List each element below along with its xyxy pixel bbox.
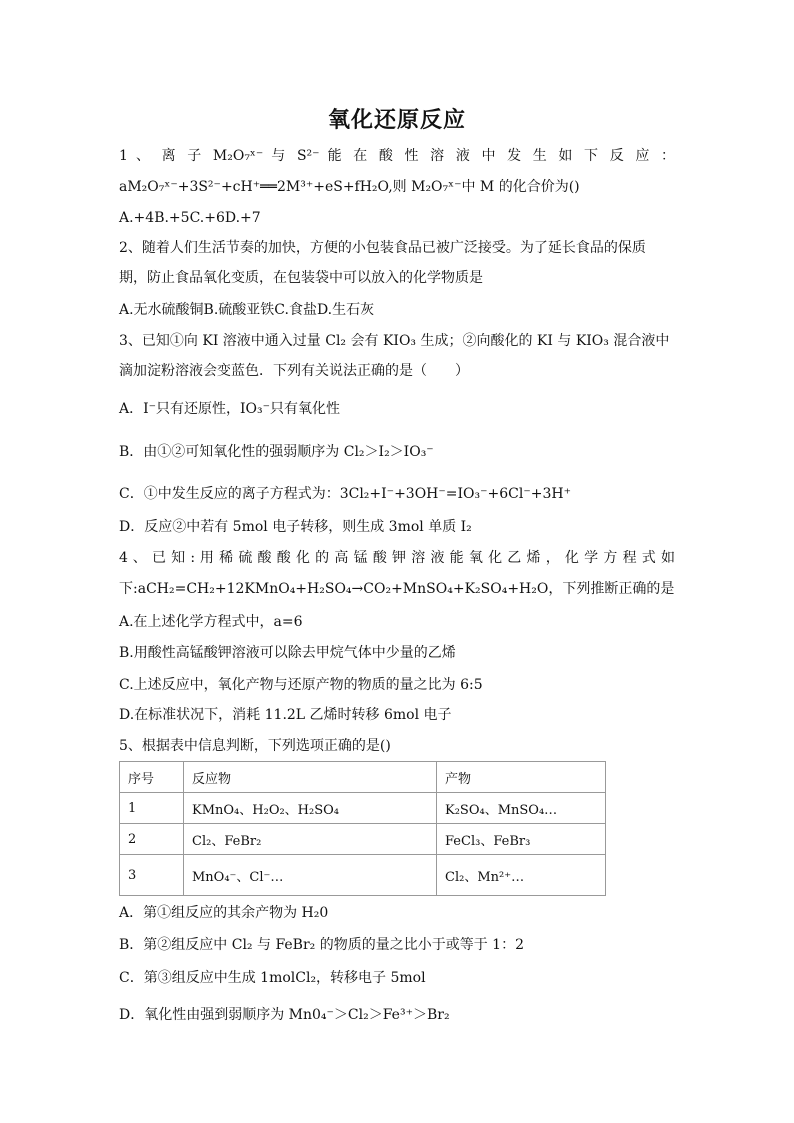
table-header-cell: 序号 <box>120 762 184 793</box>
q1-options: A.+4B.+5C.+6D.+7 <box>119 210 261 226</box>
table-row <box>120 824 606 855</box>
table-cell: K₂SO₄、MnSO₄… <box>437 793 606 824</box>
table-cell: FeCl₃、FeBr₃ <box>437 824 606 855</box>
table-cell: Cl₂、FeBr₂ <box>184 824 437 855</box>
q2-options: A.无水硫酸铜B.硫酸亚铁C.食盐D.生石灰 <box>119 302 375 318</box>
q3-stem-line2: 滴加淀粉溶液会变蓝色．下列有关说法正确的是（ ） <box>119 363 469 379</box>
q2-stem-line1: 2、随着人们生活节奏的加快，方便的小包装食品已被广泛接受。为了延长食品的保质 <box>119 240 646 256</box>
q4-stem-line1: 4 、 已 知 : 用 稀 硫 酸 酸 化 的 高 锰 酸 钾 溶 液 能 氧 化 乙 烯 ， 化 学 方 程 式 如 <box>119 550 675 566</box>
q1-stem-line1: 1 、 离 子 M₂O₇ˣ⁻ 与 S²⁻ 能 在 酸 性 溶 液 中 发 生 如 下 反 应 ： <box>119 148 675 164</box>
q4-option-d: D.在标准状况下，消耗 11.2L 乙烯时转移 6mol 电子 <box>119 707 452 723</box>
q5-option-b: B．第②组反应中 Cl₂ 与 FeBr₂ 的物质的量之比小于或等于 1：2 <box>119 937 524 953</box>
q3-option-d: D．反应②中若有 5mol 电子转移，则生成 3mol 单质 I₂ <box>119 519 472 535</box>
q3-option-a: A．I⁻只有还原性，IO₃⁻只有氧化性 <box>119 401 341 417</box>
table-row <box>120 793 606 824</box>
q3-option-c: C．①中发生反应的离子方程式为：3Cl₂+I⁻+3OH⁻=IO₃⁻+6Cl⁻+3H⁺ <box>119 486 571 502</box>
table-cell: 2 <box>120 824 184 855</box>
q3-stem-line1: 3、已知①向 KI 溶液中通入过量 Cl₂ 会有 KIO₃ 生成；②向酸化的 KI 与 KIO₃ 混合液中 <box>119 333 670 349</box>
table-header-cell: 反应物 <box>184 762 437 793</box>
q3-option-b: B．由①②可知氧化性的强弱顺序为 Cl₂＞I₂＞IO₃⁻ <box>119 444 434 460</box>
table-cell: Cl₂、Mn²⁺… <box>437 855 606 896</box>
q5-option-d: D．氧化性由强到弱顺序为 Mn0₄⁻＞Cl₂＞Fe³⁺＞Br₂ <box>119 1007 450 1023</box>
table-cell: MnO₄⁻、Cl⁻… <box>184 855 437 896</box>
q4-option-b: B.用酸性高锰酸钾溶液可以除去甲烷气体中少量的乙烯 <box>119 645 456 661</box>
q5-stem: 5、根据表中信息判断，下列选项正确的是() <box>119 738 391 754</box>
table-header-cell: 产物 <box>437 762 606 793</box>
page-title: 氧化还原反应 <box>327 107 466 133</box>
q5-option-c: C．第③组反应中生成 1molCl₂，转移电子 5mol <box>119 970 426 986</box>
q5-info-table <box>119 761 606 896</box>
q4-option-a: A.在上述化学方程式中，a=6 <box>119 614 303 630</box>
table-cell: KMnO₄、H₂O₂、H₂SO₄ <box>184 793 437 824</box>
q1-stem-line2: aM₂O₇ˣ⁻+3S²⁻+cH⁺══2M³⁺+eS+fH₂O,则 M₂O₇ˣ⁻中 M 的化合价为() <box>119 179 580 195</box>
q4-option-c: C.上述反应中，氧化产物与还原产物的物质的量之比为 6:5 <box>119 677 483 693</box>
q2-stem-line2: 期，防止食品氧化变质，在包装袋中可以放入的化学物质是 <box>119 270 483 286</box>
q4-stem-line2: 下:aCH₂=CH₂+12KMnO₄+H₂SO₄→CO₂+MnSO₄+K₂SO₄+H₂O，下列推断正确的是 <box>119 581 675 597</box>
table-cell: 3 <box>120 855 184 896</box>
table-cell: 1 <box>120 793 184 824</box>
table-row <box>120 855 606 896</box>
q5-option-a: A．第①组反应的其余产物为 H₂0 <box>119 905 329 921</box>
table-header-row <box>120 762 606 793</box>
